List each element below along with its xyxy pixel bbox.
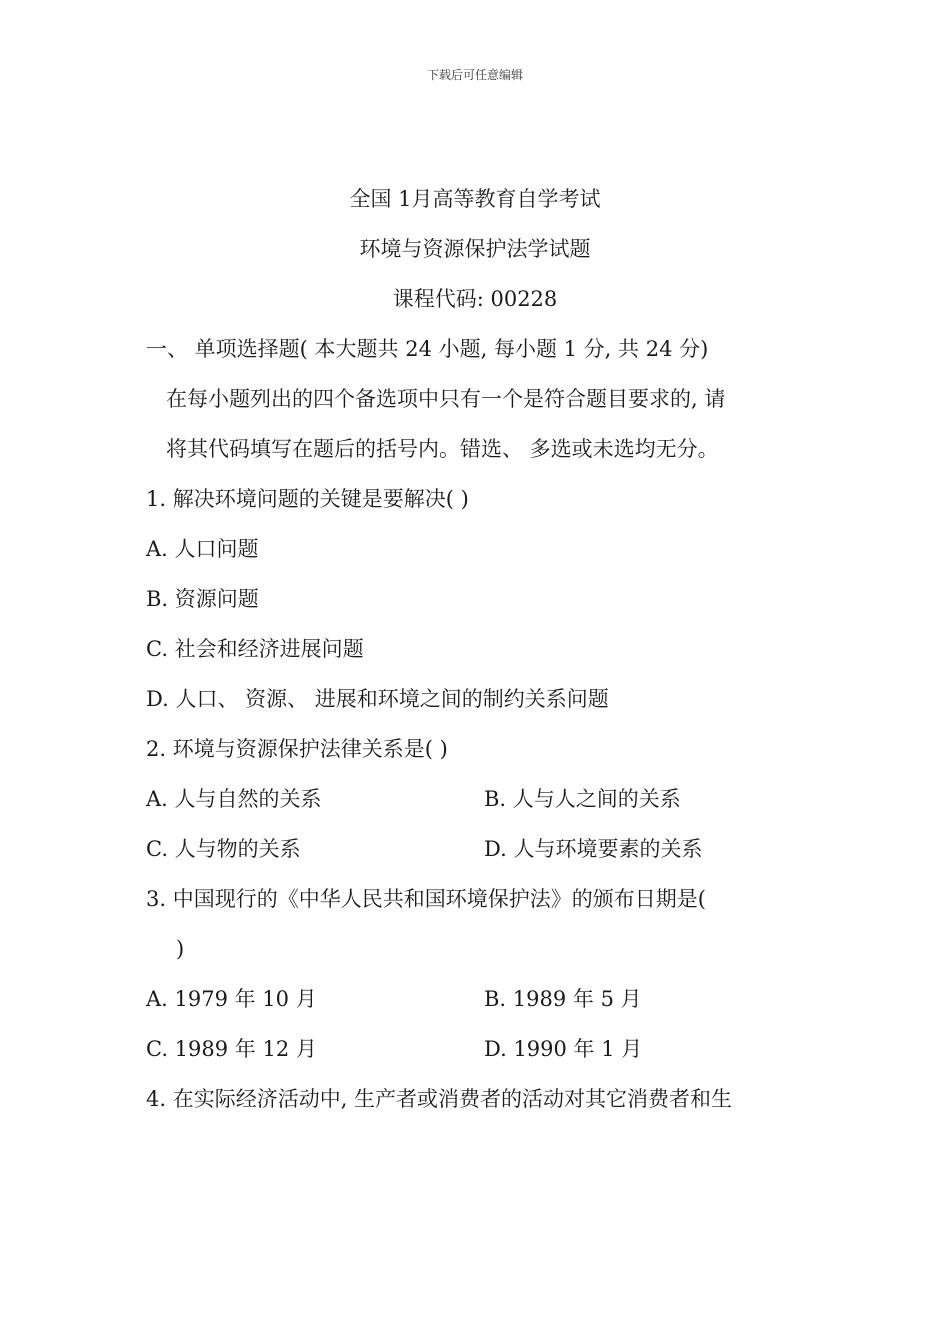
question-1-option-b: B. 资源问题 (146, 587, 259, 611)
question-3-option-a: A. 1979 年 10 月 (146, 987, 317, 1011)
question-3-stem-line1: 3. 中国现行的《中华人民共和国环境保护法》的颁布日期是( (146, 887, 706, 911)
question-2-option-c: C. 人与物的关系 (146, 837, 301, 861)
question-1-option-c: C. 社会和经济进展问题 (146, 637, 364, 661)
question-3-stem-line2: ) (176, 937, 185, 961)
question-3-option-d: D. 1990 年 1 月 (484, 1037, 643, 1061)
question-3-option-c: C. 1989 年 12 月 (146, 1037, 317, 1061)
question-1-option-a: A. 人口问题 (146, 537, 259, 561)
question-2-option-a: A. 人与自然的关系 (146, 787, 322, 811)
question-1-option-d: D. 人口、 资源、 进展和环境之间的制约关系问题 (146, 687, 609, 711)
course-code: 课程代码: 00228 (392, 287, 558, 311)
question-1-stem: 1. 解决环境问题的关键是要解决( ) (146, 487, 469, 511)
section-instruction-line2: 将其代码填写在题后的括号内。错选、 多选或未选均无分。 (166, 437, 719, 461)
question-2-option-b: B. 人与人之间的关系 (484, 787, 681, 811)
exam-subject: 环境与资源保护法学试题 (359, 237, 591, 261)
section-instruction-line1: 在每小题列出的四个备选项中只有一个是符合题目要求的, 请 (166, 387, 726, 411)
question-2-option-d: D. 人与环境要素的关系 (484, 837, 703, 861)
question-3-option-b: B. 1989 年 5 月 (484, 987, 642, 1011)
question-4-stem: 4. 在实际经济活动中, 生产者或消费者的活动对其它消费者和生 (146, 1087, 733, 1111)
question-2-stem: 2. 环境与资源保护法律关系是( ) (146, 737, 448, 761)
exam-title: 全国 1月高等教育自学考试 (349, 187, 601, 211)
header-note: 下载后可任意编辑 (426, 68, 523, 82)
section-heading: 一、 单项选择题( 本大题共 24 小题, 每小题 1 分, 共 24 分) (146, 337, 709, 361)
